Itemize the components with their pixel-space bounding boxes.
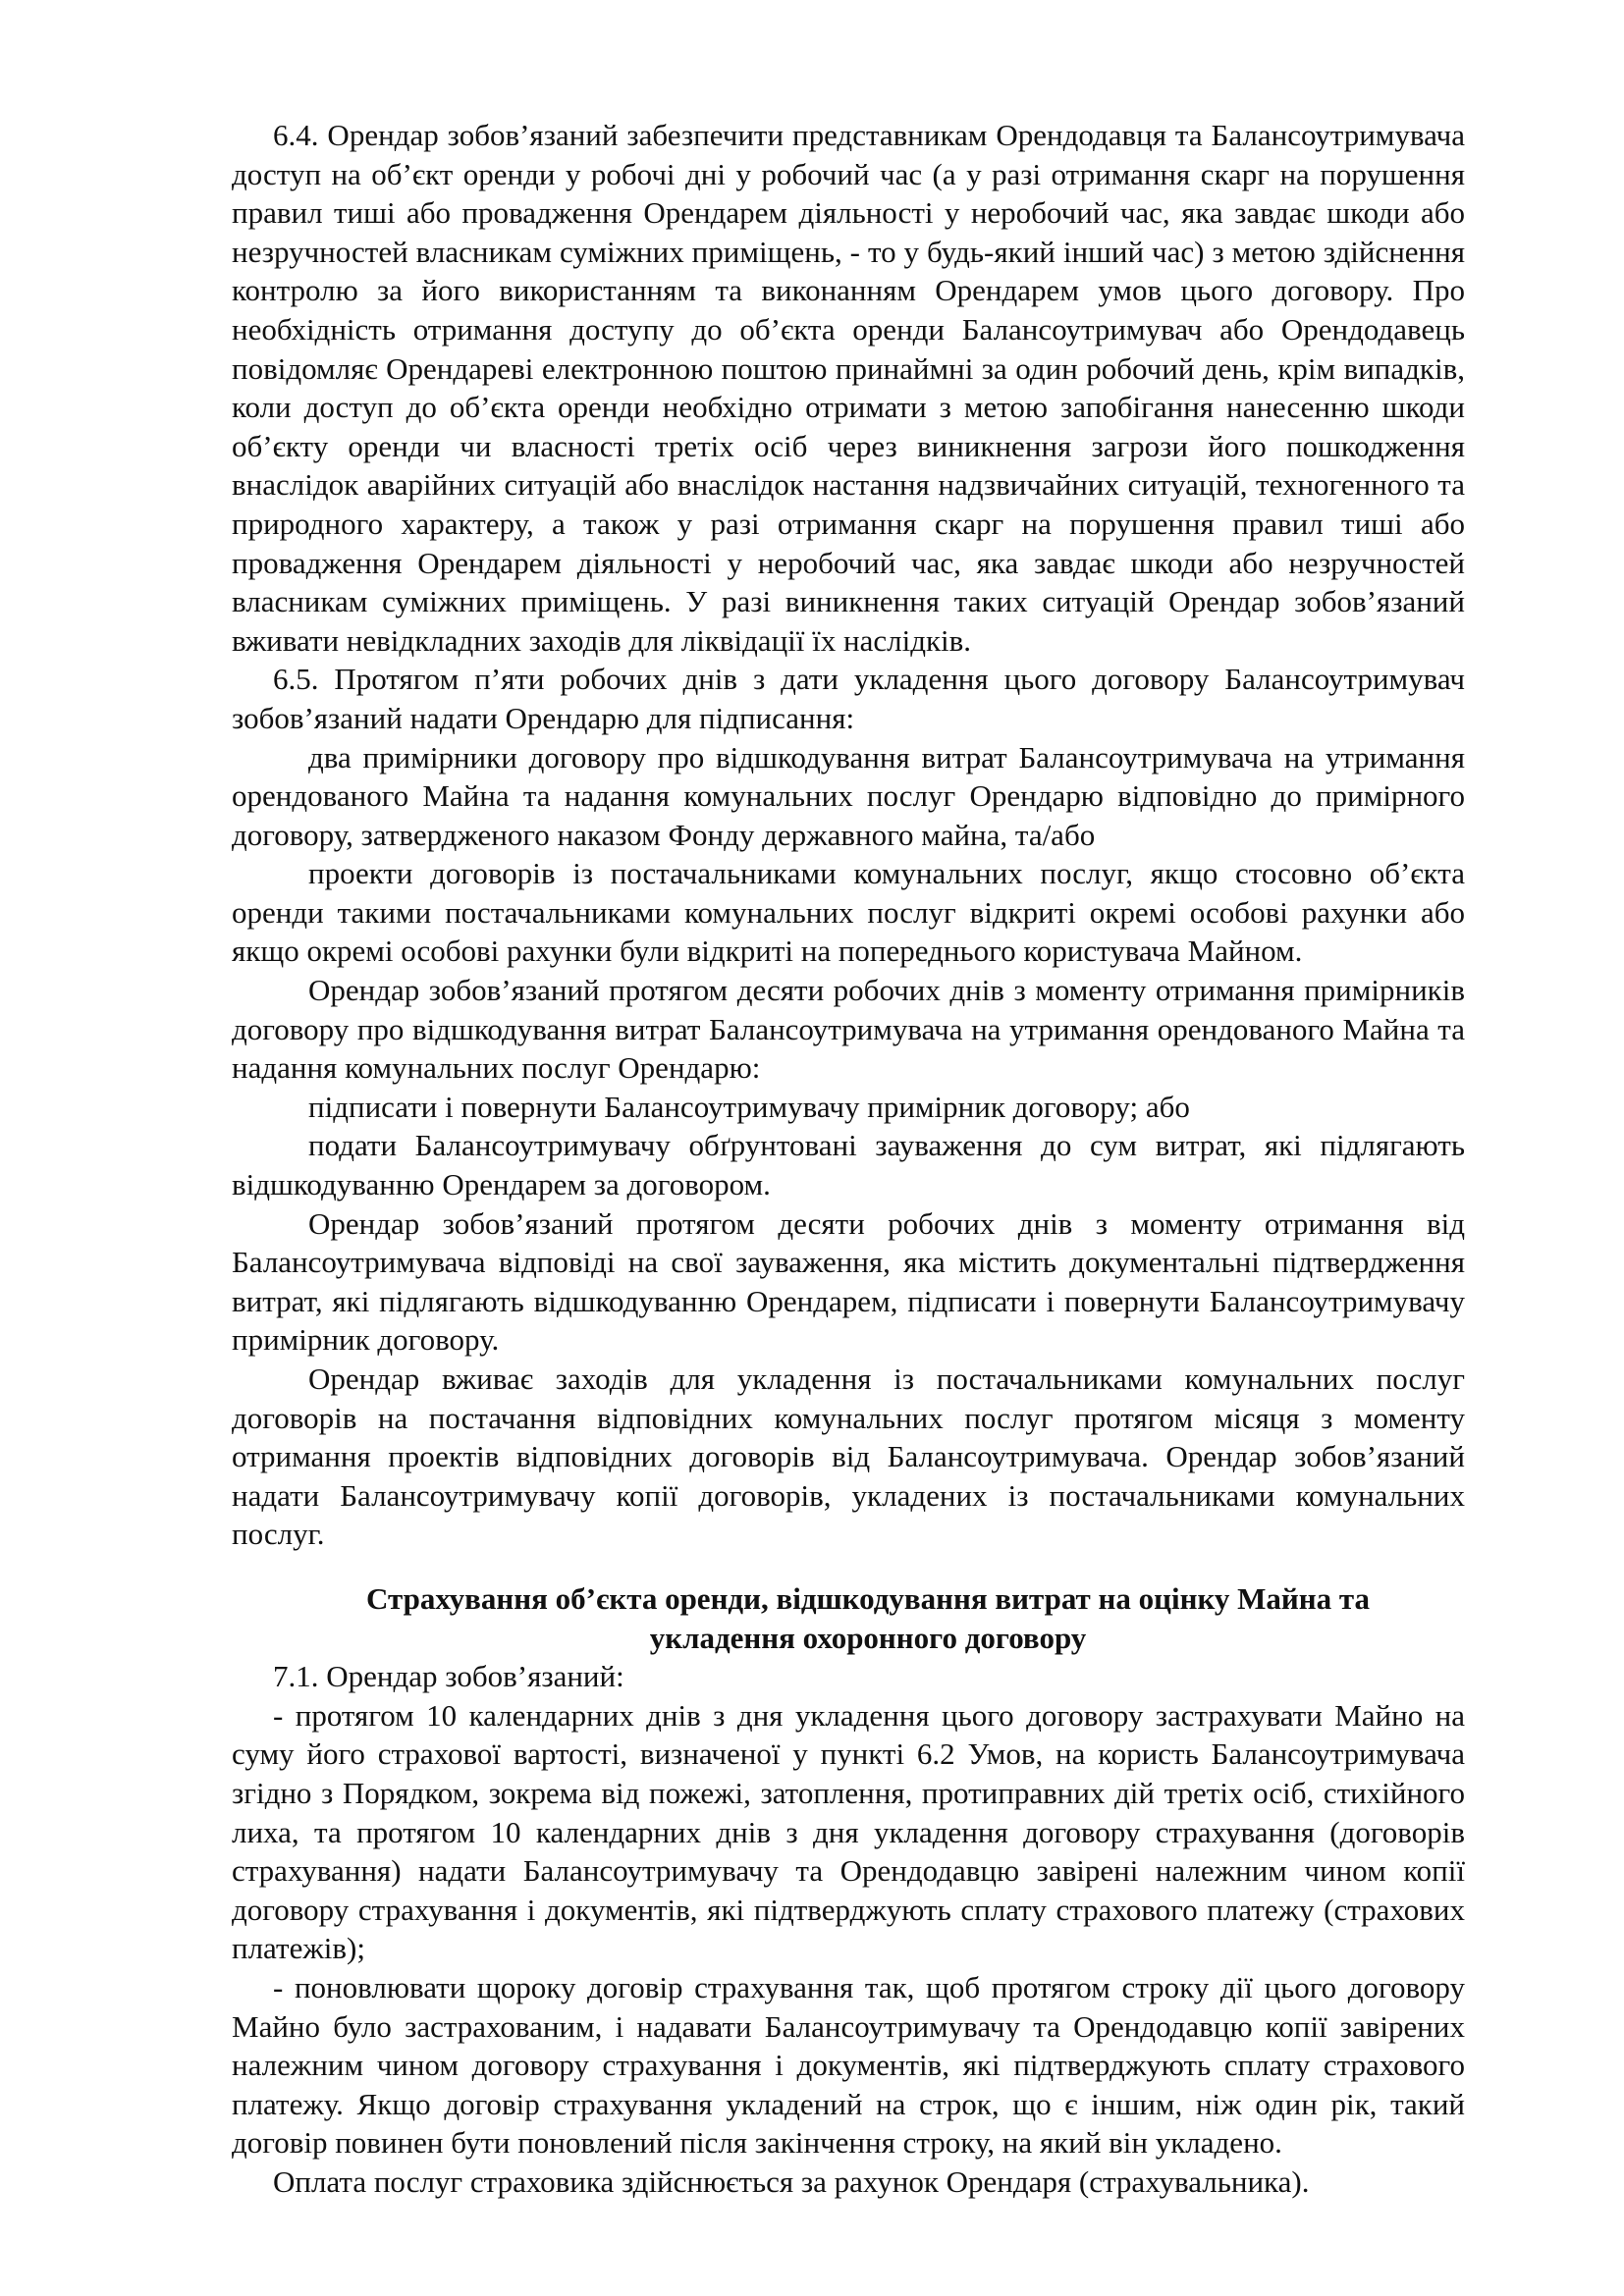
- paragraph-submit-remarks: подати Балансоутримувачу обґрунтовані зауваження до сум витрат, які підлягають відшкодуванню Орендарем за договором.: [232, 1128, 1465, 1202]
- paragraph-insurer-payment: Оплата послуг страховика здійснюється за рахунок Орендаря (страхувальника).: [273, 2163, 1310, 2199]
- paragraph-utility-contracts: Орендар вживає заходів для укладення із постачальниками комунальних послуг договорів на постачання відповідних комунальних послуг протягом місяця з моменту отримання проектів відповідних договорів від Балансоутримувача. Орендар зобов’язаний надати Балансоутримувачу копії договорів, укладених із постачальниками комунальних послуг.: [232, 1362, 1465, 1552]
- paragraph-two-copies: два примірники договору про відшкодування витрат Балансоутримувача на утримання орендованого Майна та надання комунальних послуг Орендарю відповідно до примірного договору, затвердженого наказом Фонду державного майна, та/або: [232, 739, 1465, 852]
- section-heading-line-2: укладення охоронного договору: [649, 1620, 1087, 1655]
- paragraph-6-4: 6.4. Орендар зобов’язаний забезпечити представникам Орендодавця та Балансоутримувача доступ на об’єкт оренди у робочі дні у робочий час (а у разі отримання скарг на порушення правил тиші або провадження Орендарем діяльності у неробочий час, яка завдає шкоди або незручностей власникам суміжних приміщень, - то у будь-який інший час) з метою здійснення контролю за його використанням та виконанням Орендарем умов цього договору. Про необхідність отримання доступу до об’єкта оренди Балансоутримувач або Орендодавець повідомляє Орендареві електронною поштою принаймні за один робочий день, крім випадків, коли доступ до об’єкта оренди необхідно отримати з метою запобігання нанесенню шкоди об’єкту оренди чи власності третіх осіб через виникнення загрози його пошкодження внаслідок аварійних ситуацій або внаслідок настання надзвичайних ситуацій, техногенного та природного характеру, а також у разі отримання скарг на порушення правил тиші або провадження Орендарем діяльності у неробочий час, яка завдає шкоди або незручностей власникам суміжних приміщень. У разі виникнення таких ситуацій Орендар зобов’язаний вживати невідкладних заходів для ліквідації їх наслідків.: [232, 118, 1465, 658]
- paragraph-insure-property: - протягом 10 календарних днів з дня укладення цього договору застрахувати Майно на суму його страхової вартості, визначеної у пункті 6.2 Умов, на користь Балансоутримувача згідно з Порядком, зокрема від пожежі, затоплення, протиправних дій третіх осіб, стихійного лиха, та протягом 10 календарних днів з дня укладення договору страхування (договорів страхування) надати Балансоутримувачу та Орендодавцю завірені належним чином копії договору страхування і документів, які підтверджують сплату страхового платежу (страхових платежів);: [232, 1697, 1465, 1966]
- section-heading: [232, 1579, 1465, 1657]
- section-heading-line-1: Страхування об’єкта оренди, відшкодування витрат на оцінку Майна та: [366, 1580, 1370, 1616]
- paragraph-tenant-obligation: Орендар зобов’язаний протягом десяти робочих днів з моменту отримання примірників договору про відшкодування витрат Балансоутримувача на утримання орендованого Майна та надання комунальних послуг Орендарю:: [232, 973, 1465, 1086]
- paragraph-7-1: 7.1. Орендар зобов’язаний:: [273, 1659, 624, 1694]
- paragraph-renew-insurance: - поновлювати щороку договір страхування так, щоб протягом строку дії цього договору Майно було застрахованим, і надавати Балансоутримувачу та Орендодавцю копії завірених належним чином договору страхування і документів, які підтверджують сплату страхового платежу. Якщо договір страхування укладений на строк, що є іншим, ніж один рік, такий договір повинен бути поновлений після закінчення строку, на який він укладено.: [232, 1969, 1465, 2161]
- paragraph-6-5: 6.5. Протягом п’яти робочих днів з дати укладення цього договору Балансоутримувач зобов’язаний надати Орендарю для підписання:: [232, 662, 1465, 735]
- paragraph-tenant-sign-after-reply: Орендар зобов’язаний протягом десяти робочих днів з моменту отримання від Балансоутримувача відповіді на свої зауваження, яка містить документальні підтвердження витрат, які підлягають відшкодуванню Орендарем, підписати і повернути Балансоутримувачу примірник договору.: [232, 1205, 1465, 1358]
- paragraph-draft-contracts: проекти договорів із постачальниками комунальних послуг, якщо стосовно об’єкта оренди такими постачальниками комунальних послуг відкриті окремі особові рахунки або якщо окремі особові рахунки були відкриті на попереднього користувача Майном.: [232, 856, 1465, 969]
- paragraph-sign-return: підписати і повернути Балансоутримувачу примірник договору; або: [308, 1089, 1190, 1124]
